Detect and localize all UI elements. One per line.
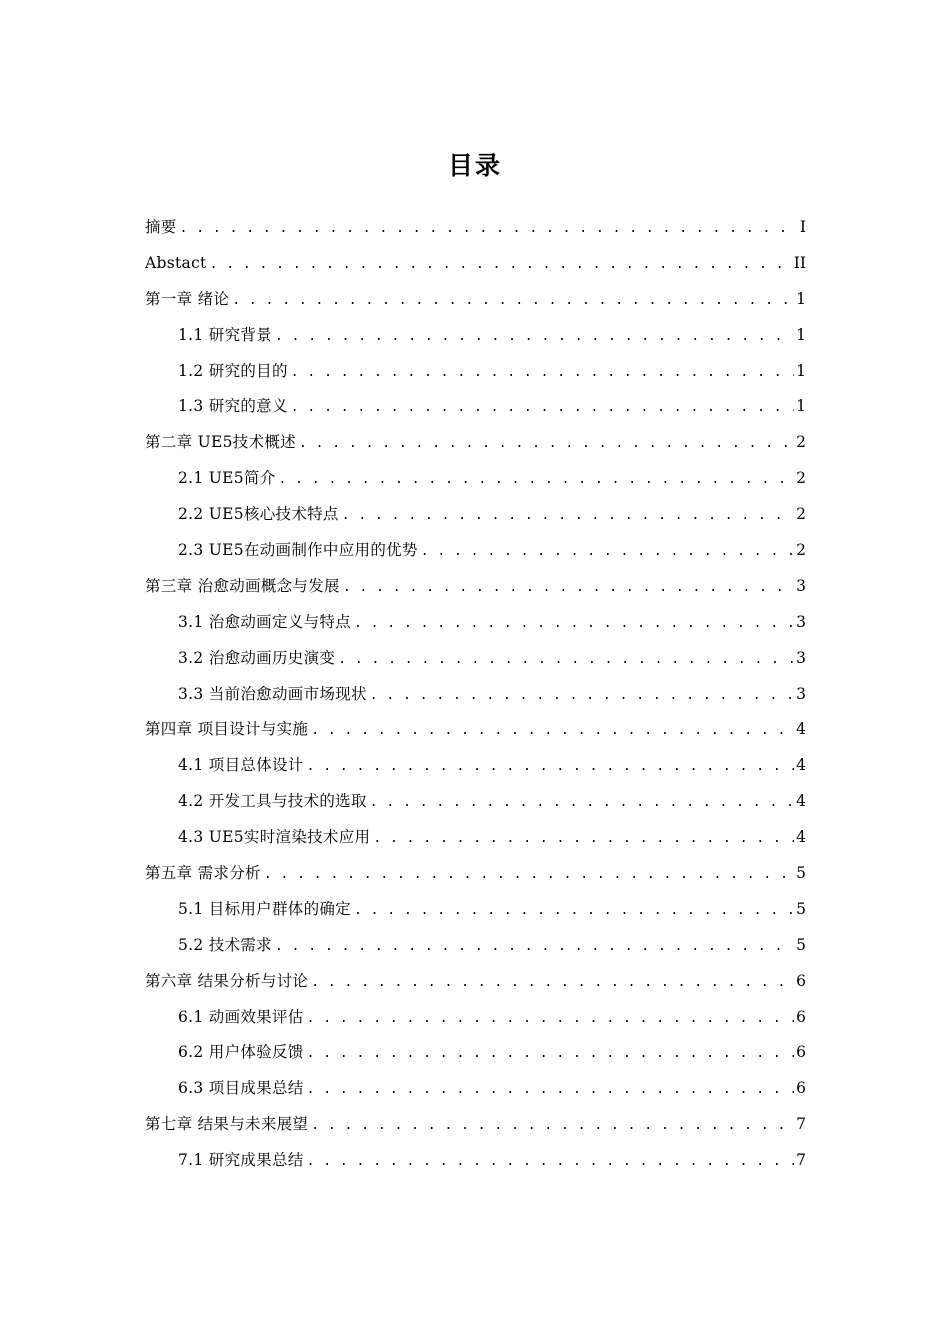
toc-entry[interactable] [145, 928, 806, 964]
toc-entry-text: 3.2 治愈动画历史演变 [178, 648, 336, 667]
toc-page-number: 6 [796, 1079, 806, 1098]
toc-entry[interactable] [145, 1071, 806, 1107]
toc-dot-leader [275, 936, 794, 956]
toc-dot-leader [354, 613, 794, 633]
toc-page-number: 6 [796, 1043, 806, 1062]
toc-page-number: 3 [796, 648, 806, 667]
toc-entry[interactable] [145, 784, 806, 820]
toc-dot-leader [307, 1079, 795, 1099]
toc-entry[interactable] [145, 461, 806, 497]
toc-entry-text: 6.1 动画效果评估 [178, 1007, 304, 1026]
toc-list [145, 210, 806, 1179]
toc-title: 目录 [447, 151, 502, 180]
toc-dot-leader [299, 433, 794, 453]
toc-entry[interactable] [145, 964, 806, 1000]
toc-page-number: 2 [796, 505, 806, 524]
toc-entry-text: 1.1 研究背景 [178, 325, 272, 344]
toc-page-number: 7 [796, 1115, 806, 1134]
toc-entry[interactable] [145, 1000, 806, 1036]
toc-entry-text: 第七章 结果与未来展望 [145, 1115, 309, 1134]
toc-entry-text: 4.2 开发工具与技术的选取 [178, 792, 367, 811]
toc-page-number: 3 [796, 576, 806, 595]
toc-entry[interactable] [145, 210, 806, 246]
toc-entry-text: 2.1 UE5简介 [178, 469, 276, 488]
toc-entry-text: 1.3 研究的意义 [178, 397, 288, 416]
toc-page-number: II [793, 253, 806, 272]
toc-page-number: 6 [796, 1007, 806, 1026]
toc-entry-text: 5.1 目标用户群体的确定 [178, 899, 351, 918]
toc-dot-leader [338, 649, 794, 669]
toc-entry-text: 第一章 绪论 [145, 289, 230, 308]
toc-entry[interactable] [145, 748, 806, 784]
toc-entry[interactable] [145, 641, 806, 677]
toc-page-number: 3 [796, 612, 806, 631]
toc-dot-leader [311, 720, 794, 740]
toc-dot-leader [232, 290, 794, 310]
toc-page-number: 4 [796, 756, 806, 775]
toc-entry[interactable] [145, 712, 806, 748]
toc-dot-leader [370, 685, 794, 705]
toc-entry-text: 第五章 需求分析 [145, 864, 261, 883]
toc-page-number: 3 [796, 684, 806, 703]
toc-page-number: 1 [796, 289, 806, 308]
toc-page-number: 1 [796, 325, 806, 344]
toc-entry-text: 3.1 治愈动画定义与特点 [178, 612, 351, 631]
toc-dot-leader [370, 792, 794, 812]
toc-entry-text: 5.2 技术需求 [178, 935, 272, 954]
toc-page-number: 2 [796, 433, 806, 452]
toc-dot-leader [291, 362, 794, 382]
toc-dot-leader [343, 577, 794, 597]
toc-entry[interactable] [145, 389, 806, 425]
toc-entry[interactable] [145, 282, 806, 318]
toc-entry-text: 1.2 研究的目的 [178, 361, 288, 380]
toc-entry-text: Abstact [145, 253, 207, 272]
toc-entry-text: 第二章 UE5技术概述 [145, 433, 296, 452]
toc-entry[interactable] [145, 497, 806, 533]
toc-page-number: 4 [796, 792, 806, 811]
toc-entry-text: 3.3 当前治愈动画市场现状 [178, 684, 367, 703]
toc-entry-text: 摘要 [145, 218, 177, 236]
toc-entry-text: 4.3 UE5实时渲染技术应用 [178, 828, 371, 847]
toc-page-number: 7 [796, 1151, 806, 1170]
toc-entry[interactable] [145, 892, 806, 928]
toc-dot-leader [342, 505, 794, 525]
toc-entry[interactable] [145, 856, 806, 892]
toc-page-number: 5 [796, 899, 806, 918]
toc-dot-leader [311, 972, 794, 992]
toc-dot-leader [307, 756, 795, 776]
toc-entry[interactable] [145, 425, 806, 461]
toc-dot-leader [275, 326, 794, 346]
toc-entry-text: 7.1 研究成果总结 [178, 1151, 304, 1170]
toc-page-number: 5 [796, 935, 806, 954]
toc-entry-text: 2.3 UE5在动画制作中应用的优势 [178, 541, 418, 560]
toc-entry[interactable] [145, 533, 806, 569]
toc-entry[interactable] [145, 1107, 806, 1143]
toc-page-number: 4 [796, 828, 806, 847]
toc-page-number: I [799, 218, 806, 236]
toc-entry-text: 第三章 治愈动画概念与发展 [145, 576, 340, 595]
toc-entry[interactable] [145, 820, 806, 856]
toc-entry[interactable] [145, 318, 806, 354]
toc-entry[interactable] [145, 1035, 806, 1071]
toc-entry-text: 6.3 项目成果总结 [178, 1079, 304, 1098]
toc-dot-leader [180, 218, 796, 238]
toc-entry-text: 6.2 用户体验反馈 [178, 1043, 304, 1062]
toc-dot-leader [307, 1151, 795, 1171]
toc-entry-text: 2.2 UE5核心技术特点 [178, 505, 339, 524]
toc-entry[interactable] [145, 677, 806, 713]
toc-entry[interactable] [145, 354, 806, 390]
toc-page-number: 4 [796, 720, 806, 739]
toc-dot-leader [307, 1008, 795, 1028]
toc-dot-leader [311, 1115, 794, 1135]
toc-entry[interactable] [145, 569, 806, 605]
toc-dot-leader [210, 254, 792, 274]
toc-entry[interactable] [145, 605, 806, 641]
toc-dot-leader [279, 469, 795, 489]
toc-dot-leader [307, 1043, 795, 1063]
toc-page-number: 5 [796, 864, 806, 883]
toc-dot-leader [291, 397, 794, 417]
toc-page-number: 1 [796, 397, 806, 416]
toc-entry-text: 第六章 结果分析与讨论 [145, 971, 309, 990]
toc-page-number: 6 [796, 971, 806, 990]
toc-entry[interactable] [145, 1143, 806, 1179]
toc-dot-leader [421, 541, 794, 561]
toc-page-number: 1 [796, 361, 806, 380]
toc-entry-text: 第四章 项目设计与实施 [145, 720, 309, 739]
toc-entry-text: 4.1 项目总体设计 [178, 756, 304, 775]
toc-dot-leader [373, 828, 794, 848]
toc-dot-leader [264, 864, 794, 884]
toc-page-number: 2 [796, 469, 806, 488]
toc-entry[interactable] [145, 246, 806, 282]
toc-dot-leader [354, 900, 794, 920]
toc-page-number: 2 [796, 541, 806, 560]
